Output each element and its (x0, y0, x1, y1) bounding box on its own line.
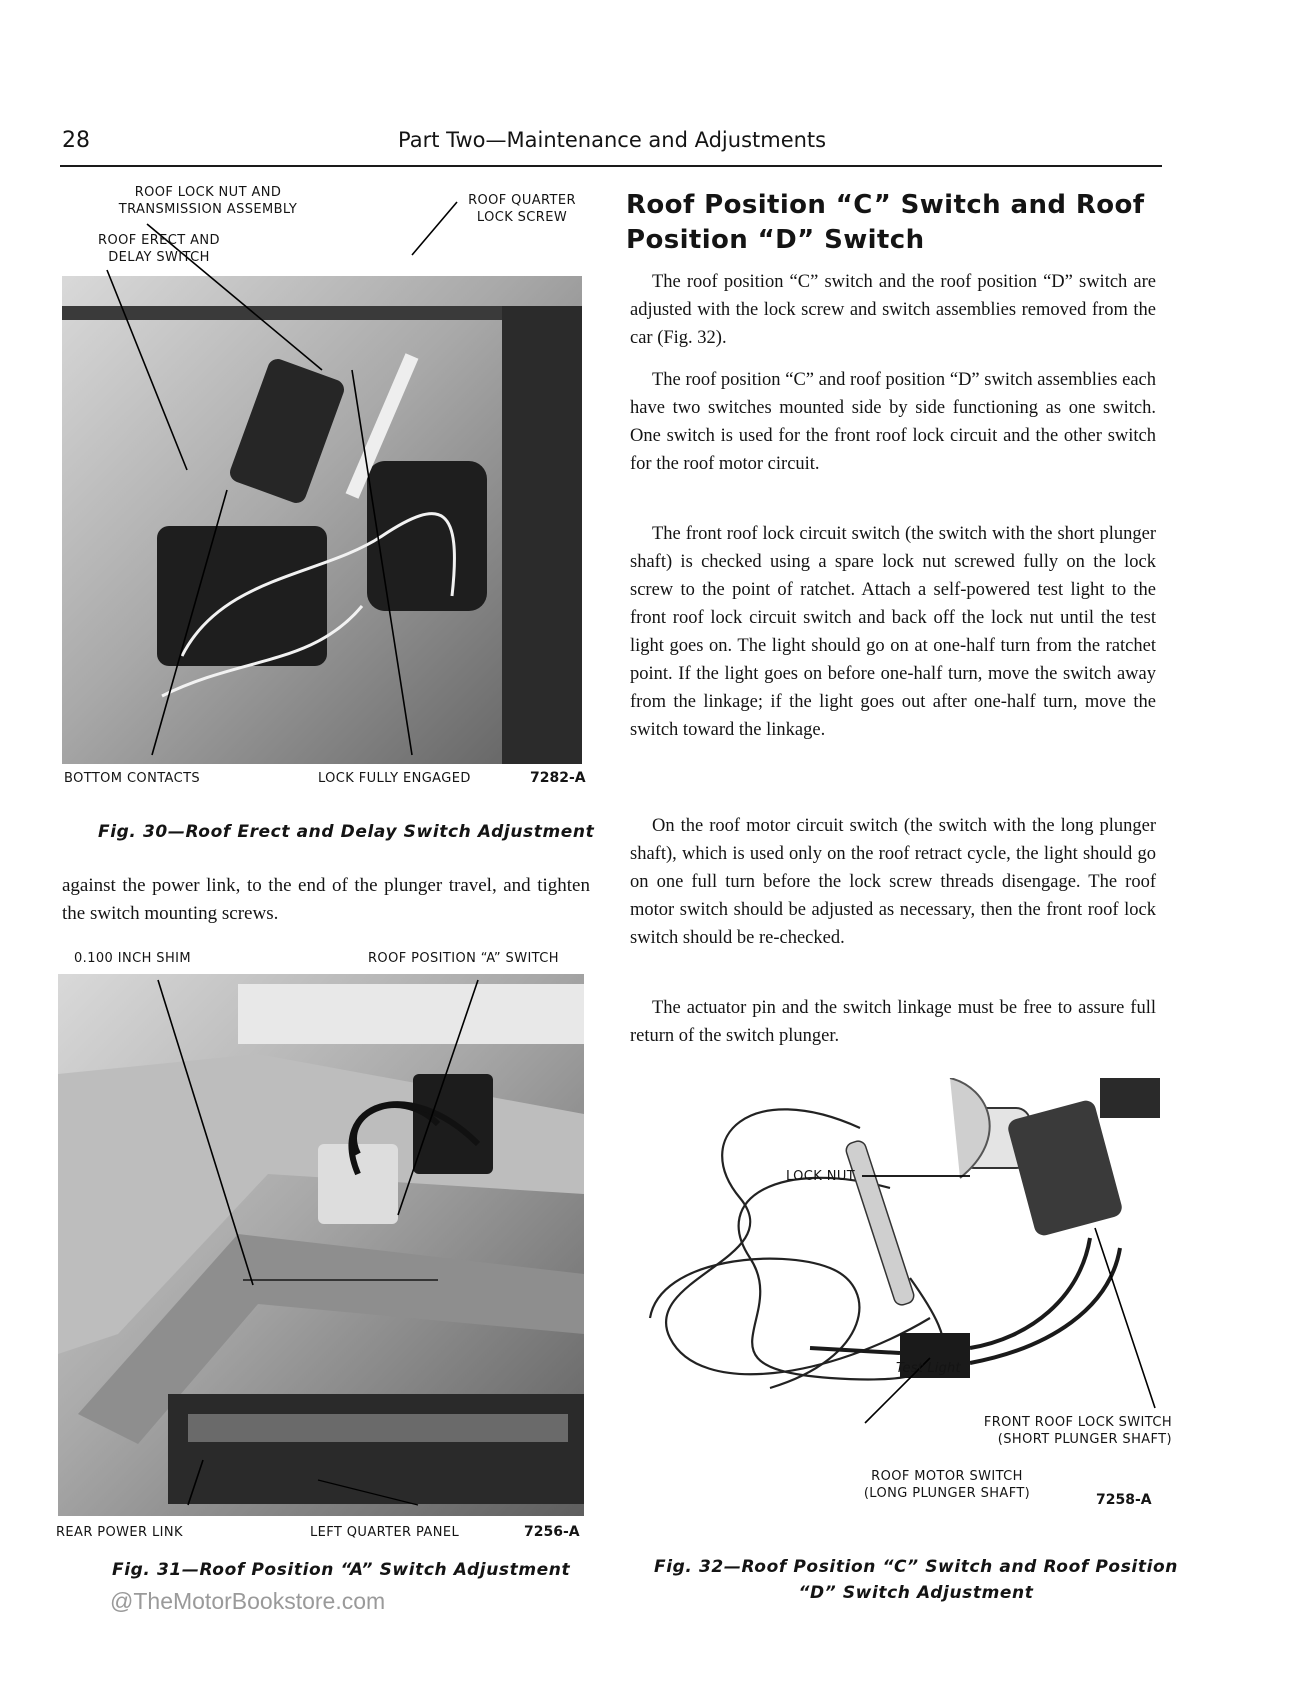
label-roof-lock-nut: ROOF LOCK NUT AND TRANSMISSION ASSEMBLY (118, 185, 298, 217)
label-roof-quarter: ROOF QUARTER LOCK SCREW (468, 193, 576, 225)
label-roof-erect: ROOF ERECT AND DELAY SWITCH (98, 233, 220, 265)
paragraph-3: The front roof lock circuit switch (the switch with the short plunger shaft) is checked using a spare lock nut screwed fully on the lock screw to the point of ratchet. Attach a self-powered test light to the front roof lock circuit switch and back off the lock nut until the test light goes on. The light should go on at one-half turn from the ratchet point. If the light goes on before one-half turn, move the switch away from the linkage; if the light goes out after one-half turn, move the switch toward the linkage. (630, 524, 1156, 740)
label-front-roof-lock: FRONT ROOF LOCK SWITCH (SHORT PLUNGER SHAFT) (983, 1415, 1172, 1447)
paragraph-4: On the roof motor circuit switch (the switch with the long plunger shaft), which is used only on the roof retract cycle, the light should go on one full turn before the lock screw threads disengage. The roof motor switch should be adjusted as necessary, then the front roof lock switch should be re-checked. (630, 816, 1156, 948)
section-heading: Roof Position “C” Switch and Roof Position “D” Switch (626, 190, 1145, 255)
watermark: @TheMotorBookstore.com (110, 1588, 386, 1614)
label-switch-a: ROOF POSITION “A” SWITCH (368, 951, 559, 966)
figure-31-number: 7256-A (524, 1524, 580, 1540)
label-lock-engaged: LOCK FULLY ENGAGED (318, 771, 471, 786)
figure-31-leader-lines (58, 960, 584, 1510)
paragraph-5: The actuator pin and the switch linkage must be free to assure full return of the switch plunger. (630, 998, 1156, 1046)
figure-32-caption: Fig. 32—Roof Position “C” Switch and Roof Position “D” Switch Adjustment (654, 1557, 1178, 1603)
label-rear-power-link: REAR POWER LINK (56, 1525, 183, 1540)
figure-30-caption: Fig. 30—Roof Erect and Delay Switch Adjustment (98, 822, 595, 842)
figure-30-leader-lines (62, 180, 582, 760)
figure-31-caption: Fig. 31—Roof Position “A” Switch Adjustment (112, 1560, 571, 1580)
paragraph-1: The roof position “C” switch and the roof position “D” switch are adjusted with the lock screw and switch assemblies removed from the car (Fig. 32). (630, 272, 1156, 348)
figure-30-number: 7282-A (530, 770, 586, 786)
figure-32-number: 7258-A (1096, 1492, 1152, 1508)
header-rule (60, 165, 1162, 167)
label-shim: 0.100 INCH SHIM (74, 951, 191, 966)
page-number: 28 (62, 128, 90, 153)
label-lock-nut: LOCK NUT (786, 1169, 856, 1184)
label-bottom-contacts: BOTTOM CONTACTS (64, 771, 201, 786)
label-roof-motor: ROOF MOTOR SWITCH (LONG PLUNGER SHAFT) (863, 1469, 1031, 1501)
continued-paragraph: against the power link, to the end of the plunger travel, and tighten the switch mounting screws. (62, 875, 590, 924)
paragraph-2: The roof position “C” and roof position “D” switch assemblies each have two switches mounted side by side functioning as one switch. One switch is used for the front roof lock circuit and the other switch for the roof motor circuit. (630, 370, 1156, 474)
running-title: Part Two—Maintenance and Adjustments (398, 128, 827, 152)
label-left-quarter-panel: LEFT QUARTER PANEL (310, 1525, 460, 1540)
label-test-light: Test Light (896, 1361, 961, 1376)
